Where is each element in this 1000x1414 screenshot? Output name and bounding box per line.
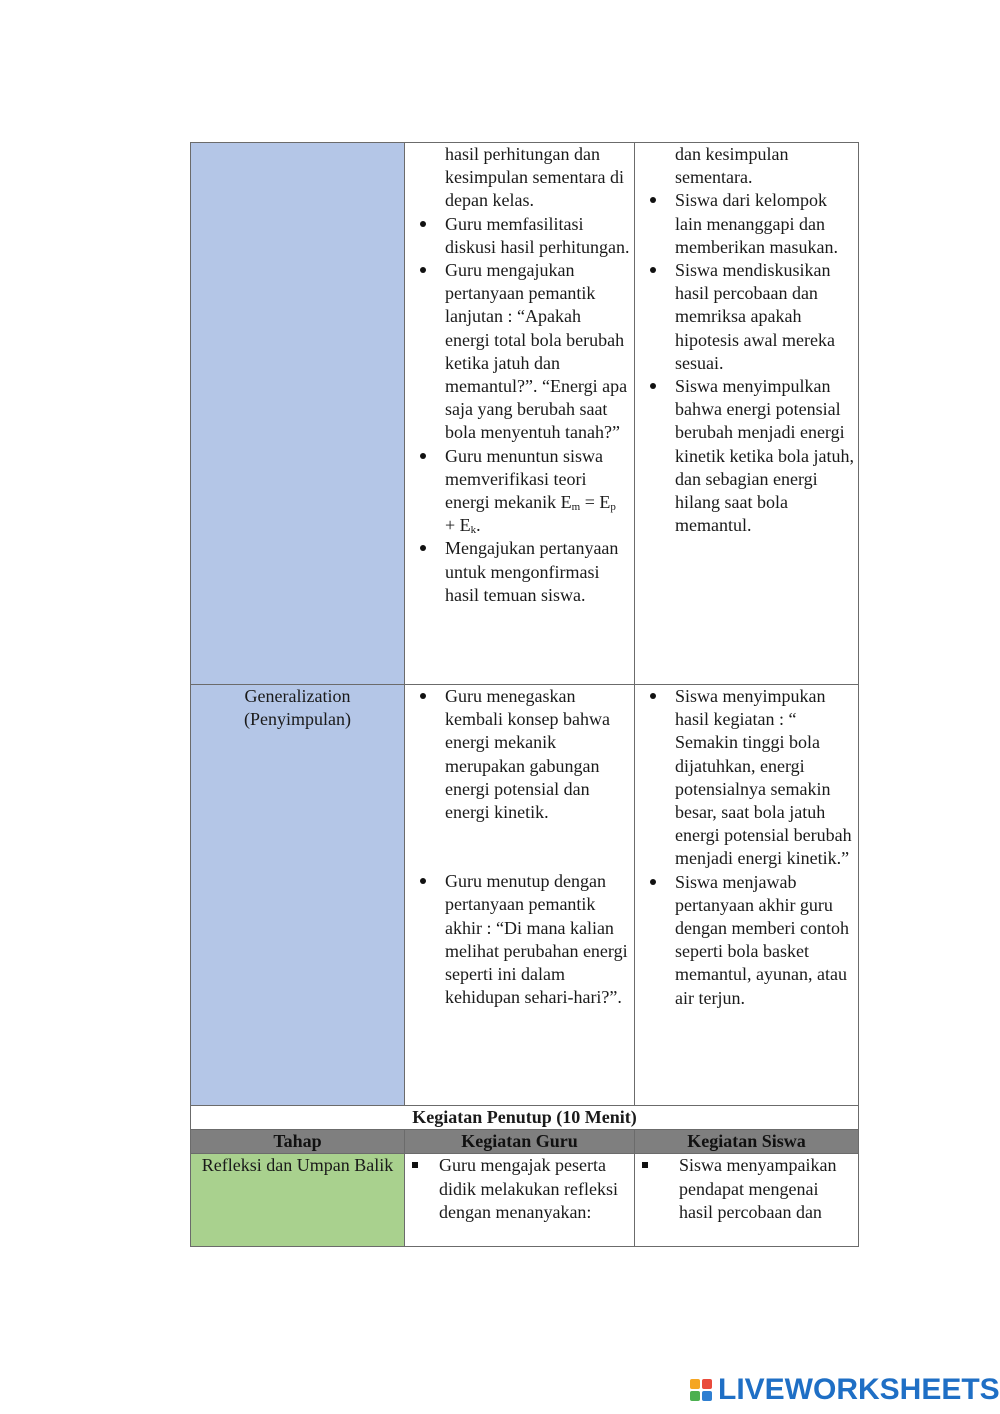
section-title: Kegiatan Penutup (10 Menit) <box>191 1106 859 1130</box>
list-item: Guru mengajak peserta didik melakukan refleksi dengan menanyakan: <box>405 1154 634 1224</box>
stage-cell-generalization <box>191 685 405 1106</box>
siswa-list-generalization <box>635 685 858 1010</box>
list-item: Guru menegaskan kembali konsep bahwa energi mekanik merupakan gabungan energi potensial dan energi kinetik. <box>405 685 634 824</box>
list-item: Siswa dari kelompok lain menanggapi dan memberikan masukan. <box>635 189 858 259</box>
generalization-row <box>191 685 859 1106</box>
header-tahap: Tahap <box>191 1130 405 1154</box>
list-item: Siswa menyimpukan hasil kegiatan : “ Semakin tinggi bola dijatuhkan, energi potensialnya semakin besar, saat bola jatuh energi potensial berubah menjadi energi kinetik.” <box>635 685 858 871</box>
logo-square <box>690 1379 700 1389</box>
stage-cell-continuation <box>191 143 405 685</box>
siswa-cell-generalization <box>635 685 859 1106</box>
closing-title-row <box>191 1106 859 1130</box>
liveworksheets-logo-icon <box>690 1379 712 1401</box>
list-item: Guru menutup dengan pertanyaan pemantik akhir : “Di mana kalian melihat perubahan energi seperti ini dalam kehidupan sehari-hari?”. <box>405 870 634 1009</box>
guru-list-continuation <box>405 143 634 607</box>
guru-list-generalization <box>405 685 634 1009</box>
refleksi-row <box>191 1154 859 1247</box>
list-item: Siswa menjawab pertanyaan akhir guru dengan memberi contoh seperti bola basket memantul, ayunan, atau air terjun. <box>635 871 858 1010</box>
guru-cell-generalization <box>405 685 635 1106</box>
lesson-plan-table <box>190 142 859 1247</box>
header-kegiatan-guru: Kegiatan Guru <box>405 1130 635 1154</box>
siswa-list-refleksi <box>635 1154 858 1224</box>
stage-label-refleksi: Refleksi dan Umpan Balik <box>201 1155 394 1176</box>
guru-list-refleksi <box>405 1154 634 1224</box>
continuation-row <box>191 143 859 685</box>
liveworksheets-brand[interactable] <box>690 1373 1000 1407</box>
logo-square <box>690 1391 700 1401</box>
header-row <box>191 1130 859 1154</box>
list-item: dan kesimpulan sementara. <box>675 144 789 188</box>
list-spacer <box>405 824 634 870</box>
logo-square <box>702 1391 712 1401</box>
list-item: hasil perhitungan dan kesimpulan sementara di depan kelas. <box>445 144 624 211</box>
guru-cell-continuation <box>405 143 635 685</box>
stage-cell-refleksi <box>191 1154 405 1247</box>
stage-label-generalization: Generalization (Penyimpulan) <box>244 686 351 730</box>
siswa-cell-continuation <box>635 143 859 685</box>
header-kegiatan-siswa: Kegiatan Siswa <box>635 1130 859 1154</box>
brand-wordmark: LIVEWORKSHEETS <box>718 1373 1000 1406</box>
list-item-formula: Guru menuntun siswa memverifikasi teori energi mekanik $E_m = E_p + E_k$. <box>405 445 634 538</box>
siswa-cell-refleksi <box>635 1154 859 1247</box>
logo-square <box>702 1379 712 1389</box>
list-item: Siswa mendiskusikan hasil percobaan dan memriksa apakah hipotesis awal mereka sesuai. <box>635 259 858 375</box>
list-item: Mengajukan pertanyaan untuk mengonfirmasi hasil temuan siswa. <box>405 537 634 607</box>
siswa-list-continuation <box>635 143 858 537</box>
list-item: Siswa menyimpulkan bahwa energi potensial berubah menjadi energi kinetik ketika bola jatuh, dan sebagian energi hilang saat bola memantul. <box>635 375 858 537</box>
list-item: Guru memfasilitasi diskusi hasil perhitungan. <box>405 213 634 259</box>
guru-cell-refleksi <box>405 1154 635 1247</box>
list-item: Guru mengajukan pertanyaan pemantik lanjutan : “Apakah energi total bola berubah ketika jatuh dan memantul?”. “Energi apa saja yang berubah saat bola menyentuh tanah?” <box>405 259 634 445</box>
list-item: Siswa menyampaikan pendapat mengenai hasil percobaan dan <box>635 1154 858 1224</box>
